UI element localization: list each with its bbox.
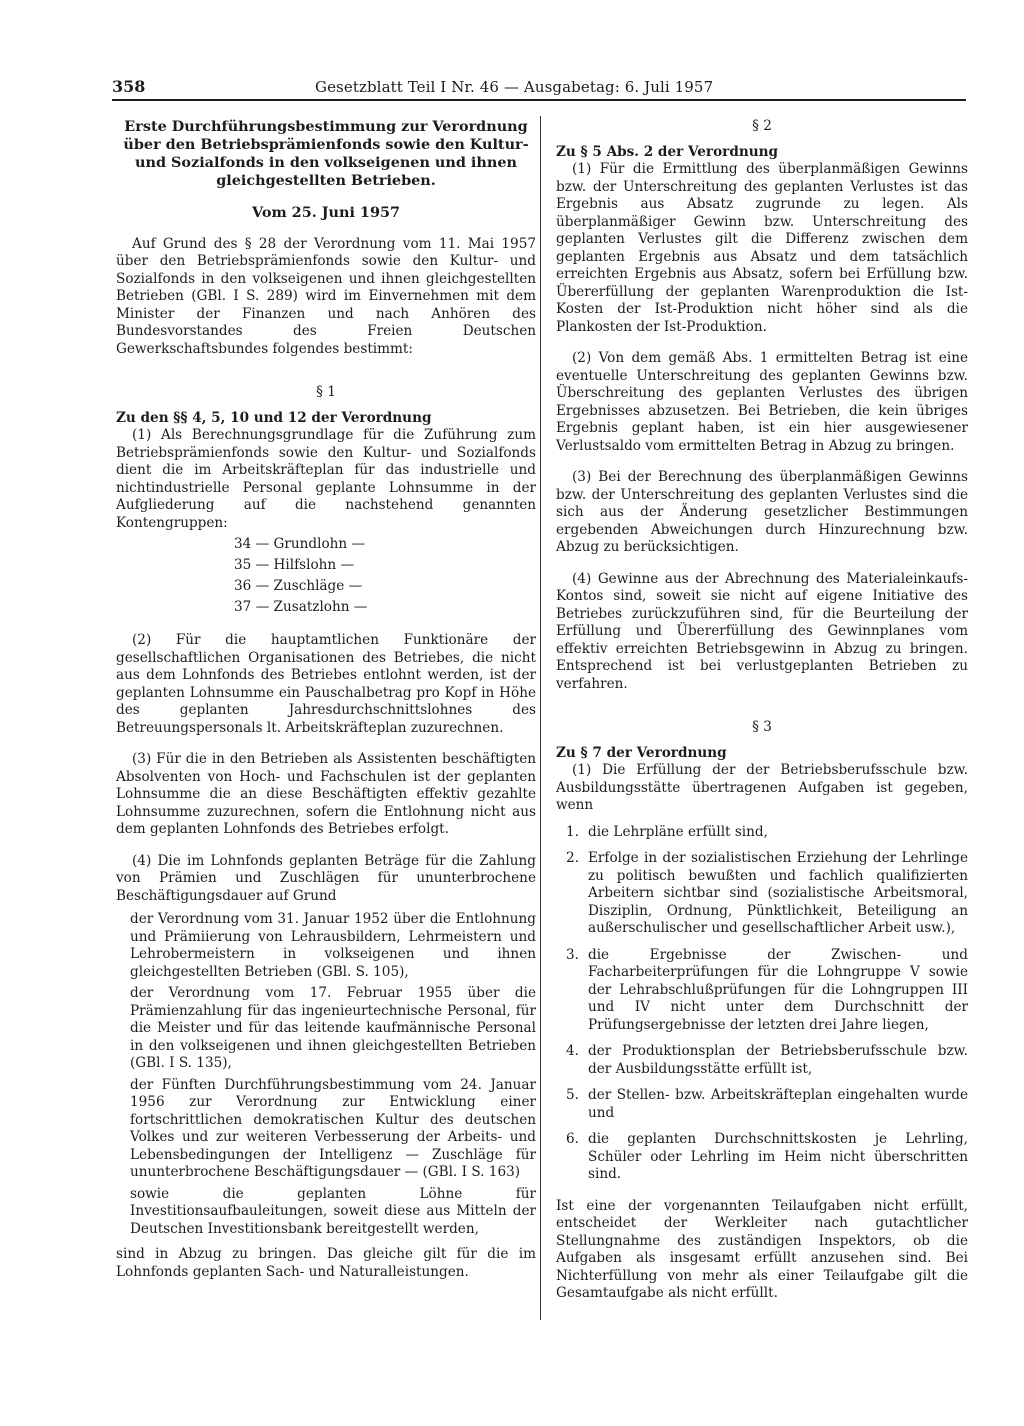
preamble: Auf Grund des § 28 der Verordnung vom 11. Mai 1957 über den Betriebsprämienfonds sowie den Kultur- und Sozialfonds in den volkseigenen und ihnen gleichgestellten Betrieben (GBl. I S. 289) wird im Einvernehmen mit dem Minister der Finanzen und nach Anhören des Bundesvorstandes des Freien Deutschen Gewerkschaftsbundes folgendes bestimmt: bbox=[116, 235, 536, 357]
list-item bbox=[556, 824, 968, 842]
section-1-paragraph-4: (4) Die im Lohnfonds geplanten Beträge für die Zahlung von Prämien und Zuschlägen für ununterbrochene Beschäftigungsdauer auf Grund bbox=[116, 852, 536, 904]
gazette-title: Gesetzblatt Teil I Nr. 46 — Ausgabetag: 6. Juli 1957 bbox=[315, 78, 714, 96]
list-text: der Stellen- bzw. Arbeitskräfteplan eingehalten wurde und bbox=[588, 1087, 968, 1121]
section-3-final-paragraph: Ist eine der vorgenannten Teilaufgaben nicht erfüllt, entscheidet der Werkleiter nach gutachtlicher Stellungnahme des zuständigen Inspektors, ob die Aufgaben als insgesamt erfüllt anzusehen sind. Bei Nichterfüllung von mehr als einer Teilaufgabe gilt die Gesamtaufgabe als nicht erfüllt. bbox=[556, 1197, 968, 1301]
list-text: die Ergebnisse der Zwischen- und Facharbeiterprüfungen für die Lohngruppe V sowie der Lehrabschlußprüfungen für die Lohngruppen III und IV nicht unter dem Durchschnitt der Prüfungsergebnisse der letzten drei Jahre liegen, bbox=[588, 946, 968, 1033]
header-rule bbox=[112, 99, 966, 101]
section-3-subheading: Zu § 7 der Verordnung bbox=[556, 744, 727, 761]
list-text: die geplanten Durchschnittskosten je Lehrling, Schüler oder Lehrling im Heim nicht überschritten sind. bbox=[588, 1131, 968, 1182]
page-number: 358 bbox=[112, 77, 146, 96]
list-item bbox=[556, 947, 968, 1035]
document-title: Erste Durchführungsbestimmung zur Verordnung über den Betriebsprämienfonds sowie den Kultur- und Sozialfonds in den volkseigenen und ihnen gleichgestellten Betrieben. bbox=[123, 118, 529, 189]
list-number: 4. bbox=[566, 1043, 579, 1059]
list-number: 6. bbox=[566, 1131, 579, 1147]
account-group-item: 34 — Grundlohn — bbox=[234, 536, 366, 552]
cited-regulation: der Fünften Durchführungsbestimmung vom 24. Januar 1956 zur Verordnung zur Entwicklung einer fortschrittlichen demokratischen Kultur des deutschen Volkes und zur weiteren Verbesserung der Arbeits- und Lebensbedingungen der Intelligenz — Zuschläge für ununterbrochene Beschäftigungsdauer — (GBl. I S. 163) bbox=[130, 1076, 536, 1180]
section-2-subheading: Zu § 5 Abs. 2 der Verordnung bbox=[556, 143, 778, 160]
account-group-item: 37 — Zusatzlohn — bbox=[234, 599, 368, 615]
page-header bbox=[112, 77, 966, 99]
cited-regulation: der Verordnung vom 31. Januar 1952 über die Entlohnung und Prämiierung von Lehrausbildern, Lehrmeistern und Lehrobermeistern in volkseigenen und ihnen gleichgestellten Betrieben (GBl. S. 105), bbox=[130, 911, 536, 980]
section-1-heading: § 1 bbox=[316, 384, 336, 400]
section-2-paragraph-3: (3) Bei der Berechnung des überplanmäßigen Gewinns bzw. der Unterschreitung des geplanten Verlustes sind die sich aus der Änderung gesetzlicher Bestimmungen ergebenden Abweichungen durch Hinzurechnung bzw. Abzug zu berücksichtigen. bbox=[556, 469, 968, 555]
left-column bbox=[116, 118, 536, 1281]
list-text: der Produktionsplan der Betriebsberufsschule bzw. der Ausbildungsstätte erfüllt ist, bbox=[588, 1043, 968, 1077]
list-item bbox=[556, 850, 968, 938]
list-number: 3. bbox=[566, 946, 579, 963]
list-item bbox=[556, 1043, 968, 1078]
list-number: 5. bbox=[566, 1087, 579, 1103]
document-date: Vom 25. Juni 1957 bbox=[252, 204, 400, 221]
section-3-paragraph-1: (1) Die Erfüllung der der Betriebsberufsschule bzw. Ausbildungsstätte übertragenen Aufgaben ist gegeben, wenn bbox=[556, 762, 968, 813]
section-2-paragraph-4: (4) Gewinne aus der Abrechnung des Materialeinkaufs-Kontos sind, soweit sie nicht auf eigene Initiative des Betriebes zurückzuführen sind, für die Beurteilung der Erfüllung und Übererfüllung des Gewinnplanes vom effektiv erreichten Betriebsgewinn in Abzug zu bringen. Entsprechend ist bei verlustgeplanten Betrieben zu verfahren. bbox=[556, 570, 968, 692]
section-2-paragraph-1: (1) Für die Ermittlung des überplanmäßigen Gewinns bzw. der Unterschreitung des geplanten Verlustes ist das Ergebnis aus Absatz zugrunde zu legen. Als überplanmäßiger Gewinn bzw. Unterschreitung des geplanten Verlustes gilt die Differenz zwischen dem geplanten Ergebnis aus Absatz und dem tatsächlich erreichten Ergebnis aus Absatz, sofern bei Erfüllung bzw. Übererfüllung der geplanten Warenproduktion die Ist-Kosten der Ist-Produktion nicht höher sind als die Plankosten der Ist-Produktion. bbox=[556, 161, 968, 335]
list-item bbox=[556, 1087, 968, 1122]
list-text: die Lehrpläne erfüllt sind, bbox=[588, 823, 768, 840]
list-number: 1. bbox=[566, 823, 579, 840]
section-1-paragraph-3: (3) Für die in den Betrieben als Assistenten beschäftigten Absolventen von Hoch- und Fachschulen ist der geplanten Lohnsumme die an diese Beschäftigten effektiv gezahlte Lohnsumme zuzurechnen, sofern die Entlohnung nicht aus dem geplanten Lohnfonds des Betriebes erfolgt. bbox=[116, 751, 536, 837]
section-1-paragraph-2: (2) Für die hauptamtlichen Funktionäre der gesellschaftlichen Organisationen des Betriebes, die nicht aus dem Lohnfonds des Betriebes entlohnt werden, ist der geplanten Lohnsumme ein Pauschalbetrag pro Kopf in Höhe des geplanten Jahresdurchschnittslohnes des Betreuungspersonals lt. Arbeitskräfteplan zuzurechnen. bbox=[116, 632, 536, 736]
list-item bbox=[556, 1131, 968, 1184]
conditions-list bbox=[556, 824, 968, 1184]
column-divider bbox=[540, 116, 541, 1320]
section-1-subheading: Zu den §§ 4, 5, 10 und 12 der Verordnung bbox=[116, 409, 432, 426]
section-1-paragraph-4-closing: sind in Abzug zu bringen. Das gleiche gilt für die im Lohnfonds geplanten Sach- und Naturalleistungen. bbox=[116, 1246, 536, 1280]
list-number: 2. bbox=[566, 850, 579, 866]
section-1-paragraph-1: (1) Als Berechnungsgrundlage für die Zuführung zum Betriebsprämienfonds sowie den Kultur- und Sozialfonds dient die im Arbeitskräfteplan für das industrielle und nichtindustrielle Personal geplante Lohnsumme in der Aufgliederung auf die nachstehend genannten Kontengruppen: bbox=[116, 427, 536, 531]
section-2-heading: § 2 bbox=[752, 118, 772, 134]
cited-regulation: sowie die geplanten Löhne für Investitionsaufbauleitungen, soweit diese aus Mitteln der Deutschen Investitionsbank bereitgestellt werden, bbox=[130, 1185, 536, 1237]
list-text: Erfolge in der sozialistischen Erziehung der Lehrlinge zu politisch bewußten und fachlich qualifizierten Arbeitern sichtbar sind (sozialistische Arbeitsmoral, Disziplin, Ordnung, Pünktlichkeit, Beteiligung an außerschulischer und gesellschaftlicher Arbeit usw.), bbox=[588, 850, 968, 936]
section-2-paragraph-2: (2) Von dem gemäß Abs. 1 ermittelten Betrag ist eine eventuelle Unterschreitung des geplanten Gewinns bzw. Überschreitung des geplanten Verlustes des übrigen Ergebnisses abzusetzen. Bei Betrieben, die kein übriges Ergebnis geplant haben, ist ein hier ausgewiesener Verlustsaldo vom ermittelten Betrag in Abzug zu bringen. bbox=[556, 350, 968, 454]
account-group-item: 36 — Zuschläge — bbox=[234, 578, 363, 594]
section-3-heading: § 3 bbox=[752, 719, 772, 735]
account-groups-list bbox=[116, 534, 536, 618]
cited-regulation: der Verordnung vom 17. Februar 1955 über die Prämienzahlung für das ingenieurtechnische Personal, für die Meister und für das leitende kaufmännische Personal in den volkseigenen und ihnen gleichgestellten Betrieben (GBl. I S. 135), bbox=[130, 985, 536, 1071]
cited-regulations bbox=[116, 911, 536, 1238]
account-group-item: 35 — Hilfslohn — bbox=[234, 557, 355, 573]
right-column bbox=[556, 118, 968, 1303]
